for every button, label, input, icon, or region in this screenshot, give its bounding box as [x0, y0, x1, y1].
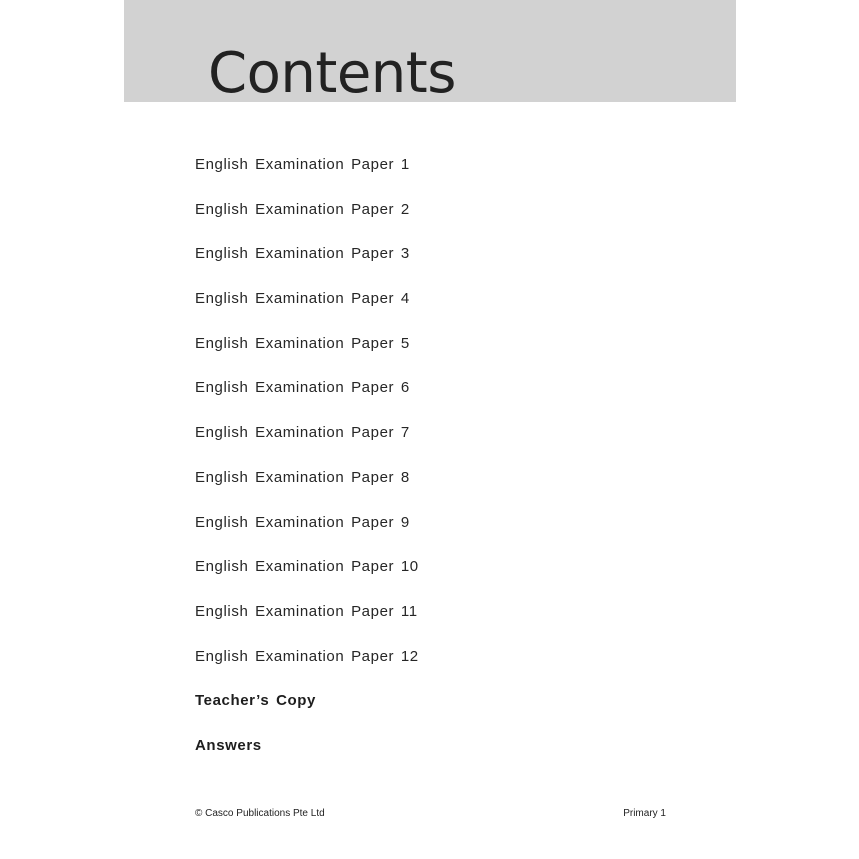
- toc-item-paper-6: English Examination Paper 6: [195, 379, 410, 397]
- toc-item-paper-8: English Examination Paper 8: [195, 468, 410, 486]
- footer-copyright: © Casco Publications Pte Ltd: [195, 808, 325, 819]
- toc-item-paper-1: English Examination Paper 1: [195, 156, 410, 173]
- toc-item-paper-11: English Examination Paper 11: [195, 602, 418, 620]
- toc-item-paper-3: English Examination Paper 3: [195, 245, 410, 263]
- table-of-contents: [195, 154, 419, 780]
- toc-item-paper-9: English Examination Paper 9: [195, 513, 410, 531]
- toc-item-paper-2: English Examination Paper 2: [195, 200, 410, 218]
- toc-item-answers: Answers: [195, 736, 262, 754]
- document-page: [124, 0, 736, 859]
- toc-item-paper-5: English Examination Paper 5: [195, 334, 410, 352]
- toc-item-paper-10: English Examination Paper 10: [195, 558, 419, 576]
- footer-level: Primary 1: [623, 808, 666, 819]
- header-band: [124, 0, 736, 102]
- toc-item-paper-7: English Examination Paper 7: [195, 424, 410, 442]
- toc-item-paper-12: English Examination Paper 12: [195, 647, 419, 665]
- toc-item-paper-4: English Examination Paper 4: [195, 290, 410, 308]
- page-title: Contents: [208, 41, 456, 102]
- toc-item-teachers-copy: Teacher’s Copy: [195, 692, 316, 710]
